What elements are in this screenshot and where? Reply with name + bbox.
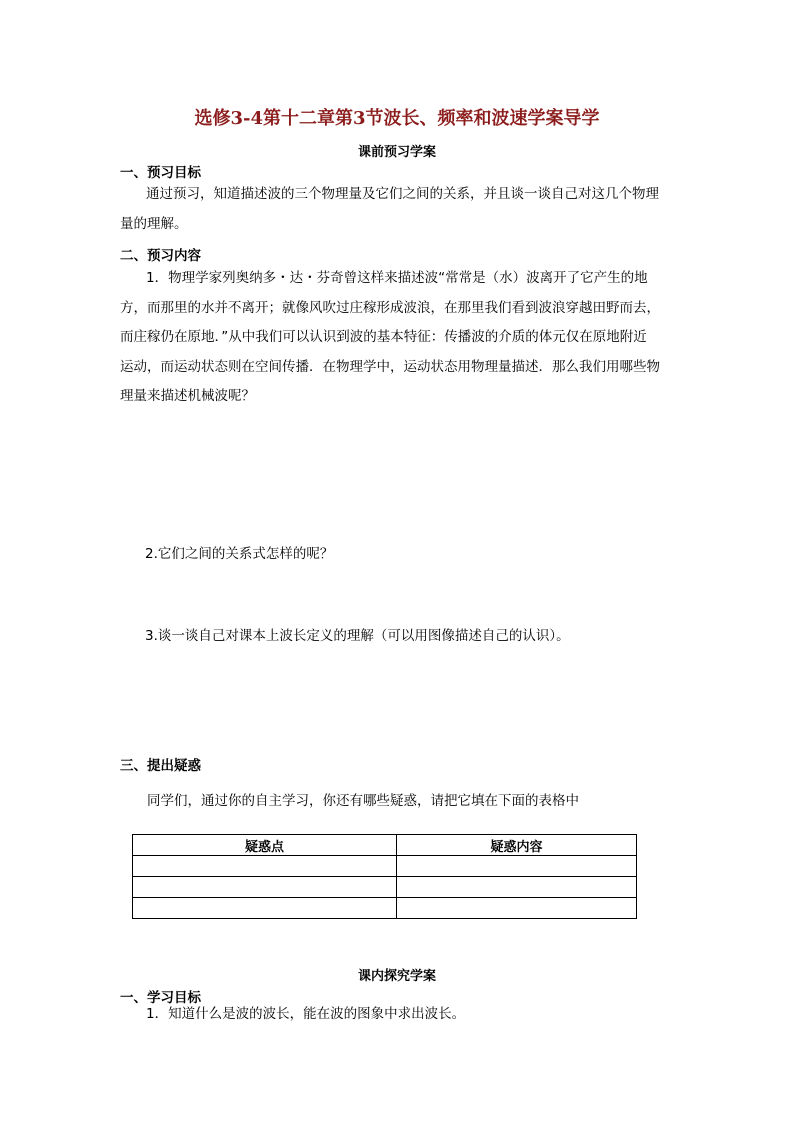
table-cell[interactable]	[397, 898, 637, 919]
subtitle-in-class: 课内探究学案	[357, 969, 436, 984]
table-cell[interactable]	[397, 877, 637, 898]
paragraph-line: 1．物理学家列奥纳多・达・芬奇曾这样来描述波“常常是（水）波离开了它产生的地	[146, 270, 648, 286]
table-row	[133, 898, 637, 919]
table-header-cell: 疑惑点	[133, 835, 397, 856]
subtitle-pre-class: 课前预习学案	[357, 145, 436, 160]
paragraph-line: 理量来描述机械波呢？	[120, 388, 255, 404]
table-row	[133, 877, 637, 898]
section-heading-preview-goals: 一、预习目标	[120, 165, 201, 181]
table-header-cell: 疑惑内容	[397, 835, 637, 856]
document-title: 选修3-4第十二章第3节波长、频率和波速学案导学	[194, 108, 600, 129]
question-3: 3.谈一谈自己对课本上波长定义的理解（可以用图像描述自己的认识）。	[145, 628, 570, 644]
table-cell[interactable]	[133, 856, 397, 877]
section-preview-content-text	[120, 264, 680, 412]
paragraph-line: 方，而那里的水并不离开；就像风吹过庄稼形成波浪，在那里我们看到波浪穿越田野而去，	[120, 299, 660, 316]
section-preview-goals-text	[120, 180, 680, 239]
section-heading-learning-goals: 一、学习目标	[120, 990, 201, 1006]
learning-goal-item-1: 1．知道什么是波的波长，能在波的图象中求出波长。	[146, 1006, 466, 1022]
doubts-table	[132, 834, 637, 919]
table-cell[interactable]	[133, 898, 397, 919]
paragraph-line: 运动，而运动状态则在空间传播．在物理学中，运动状态用物理量描述．那么我们用哪些物	[120, 358, 660, 375]
table-header-row	[133, 835, 637, 856]
section-heading-doubts: 三、提出疑惑	[120, 758, 201, 774]
paragraph-line: 量的理解。	[120, 215, 188, 232]
paragraph-line: 通过预习，知道描述波的三个物理量及它们之间的关系，并且谈一谈自己对这几个物理	[146, 186, 659, 202]
question-2: 2.它们之间的关系式怎样的呢？	[145, 546, 334, 562]
doubts-instruction: 同学们，通过你的自主学习，你还有哪些疑惑，请把它填在下面的表格中	[147, 793, 579, 809]
table-row	[133, 856, 637, 877]
section-heading-preview-content: 二、预习内容	[120, 248, 201, 264]
table-cell[interactable]	[133, 877, 397, 898]
paragraph-line: 而庄稼仍在原地．”从中我们可以认识到波的基本特征：传播波的介质的体元仅在原地附近	[120, 329, 647, 345]
table-cell[interactable]	[397, 856, 637, 877]
